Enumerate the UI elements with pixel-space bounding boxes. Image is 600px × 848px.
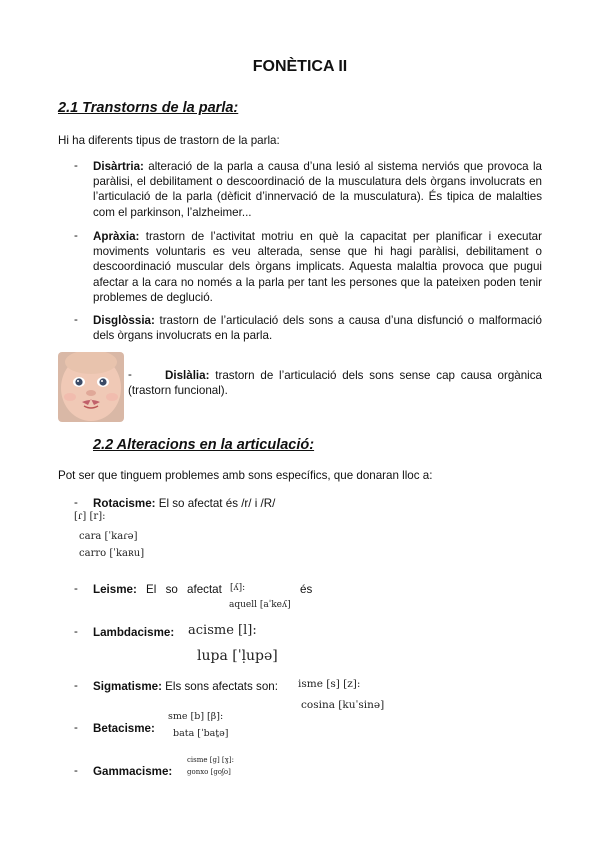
cleft-lip-baby-photo [58,352,124,422]
term-disglossia: Disglòssia: [93,314,155,327]
bullet-dash: - [74,625,78,638]
term-sigmatisme: Sigmatisme: [93,680,162,693]
definition-rotacisme: El so afectat és /r/ i /R/ [155,497,276,510]
lambdacisme-example: lupa [ˈḷupə] [197,648,278,664]
definition-disglossia: trastorn de l’articulació dels sons a causa d’una disfunció o malformació dels òrgans involucrats en la parla. [93,314,542,343]
list-item-sigmatisme [93,679,278,694]
betacisme-example: bata [ˈbaṯə] [173,728,229,739]
leisme-sound: [ʎ]: [230,583,246,593]
list-item-leisme [93,582,222,597]
term-lambdacisme: Lambdacisme: [93,626,175,639]
gammacisme-example: gonxo [ɡoʃo] [187,768,231,776]
page-title: FONÈTICA II [252,58,348,75]
term-leisme: Leisme: [93,583,137,596]
bullet-dash: - [74,582,78,595]
lambdacisme-sound: acisme [l]: [188,623,257,638]
term-betacisme: Betacisme: [93,722,155,735]
definition-leisme: El so afectat [136,583,222,596]
rotacisme-example-2: carro [ˈkaʀu] [79,548,145,559]
sigmatisme-example: cosina [kuˈsinə] [301,699,385,711]
section-2-intro: Pot ser que tinguem problemes amb sons específics, que donaran lloc a: [58,469,433,482]
term-gammacisme: Gammacisme: [93,765,173,778]
term-apraxia: Apràxia: [93,230,140,243]
bullet-dash: - [74,229,78,242]
bullet-dash: - [74,496,78,509]
bullet-dash: - [74,721,78,734]
rotacisme-example-1: cara [ˈkaɾə] [79,531,138,542]
rotacisme-sounds: [ɾ] [r]: [74,511,106,522]
list-item-disglossia [93,313,542,343]
gammacisme-sound: cisme [ɡ] [ɣ]: [187,756,234,764]
term-disartria: Disàrtria: [93,160,144,173]
section-heading-2-1: 2.1 Transtorns de la parla: [58,100,239,116]
betacisme-sound: sme [b] [β]: [168,711,224,722]
list-item-disartria [93,159,542,220]
list-item-apraxia [93,229,542,305]
leisme-es: és [300,583,313,596]
definition-apraxia: trastorn de l’activitat motriu en què la capacitat per planificar i executar moviments voluntaris es veu alterada, sense que hi hagi paràlisi, debilitament o descoordinació muscular dels òrgans implicats. Aquesta malaltia provoca que pugui afectar a la cara no només a la parla per tant les persones que la pateixen poden tenir problemes de deglució. [93,230,542,304]
bullet-dash: - [74,313,78,326]
definition-dislalia: trastorn de l’articulació dels sons sense cap causa orgànica (trastorn funcional). [128,369,542,398]
leisme-example: aquell [aˈkeʎ] [229,600,291,610]
list-item-dislalia [128,368,542,398]
term-dislalia: Dislàlia: [165,369,210,382]
section-heading-2-2: 2.2 Alteracions en la articulació: [93,437,315,453]
sigmatisme-sound: isme [s] [z]: [298,678,361,690]
definition-disartria: alteració de la parla a causa d’una lesió al sistema nerviós que provoca la paràlisi, el debilitament o descoordinació de la musculatura dels òrgans involucrats en l’articulació de la parla (dèficit d’innervació de la musculatura). És tipica de malalties com el parkinson, l’alzheimer... [93,160,542,219]
definition-sigmatisme: Els sons afectats son: [161,680,278,693]
bullet-dash: - [74,764,78,777]
list-item-rotacisme [93,496,275,511]
term-rotacisme: Rotacisme: [93,497,156,510]
section-1-intro: Hi ha diferents tipus de trastorn de la parla: [58,134,280,147]
bullet-dash: - [74,679,78,692]
bullet-dash: - [74,159,78,172]
bullet-dash: - [128,368,132,381]
